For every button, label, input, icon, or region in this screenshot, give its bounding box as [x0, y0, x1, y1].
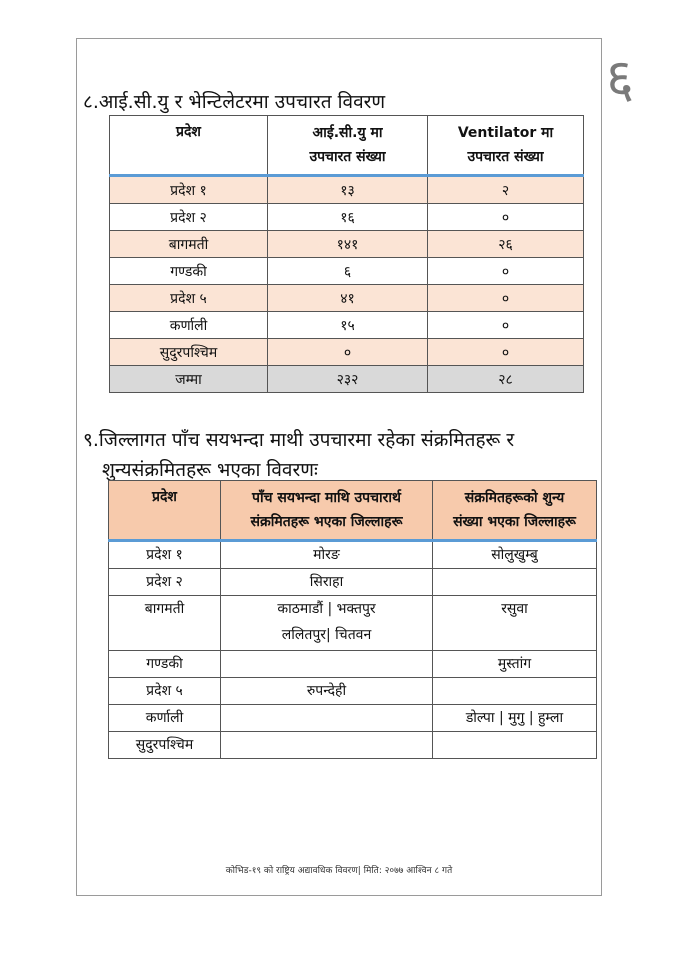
- above-500-cell: सिराहा: [221, 569, 433, 596]
- table-row: [110, 339, 584, 366]
- icu-ventilator-table: [109, 115, 584, 393]
- table-row: [110, 312, 584, 339]
- header-above-500: पाँच सयभन्दा माथि उपचारार्थ संक्रमितहरू भएका जिल्लाहरू: [221, 481, 433, 541]
- ventilator-cell: ०: [428, 258, 584, 285]
- table-row: [109, 678, 597, 705]
- section8-title: ८.आई.सी.यु र भेन्टिलेटरमा उपचारत विवरण: [83, 91, 386, 113]
- ventilator-cell: २६: [428, 231, 584, 258]
- above-500-cell: [221, 732, 433, 759]
- header-zero-cases: संक्रमितहरूको शुन्य संख्या भएका जिल्लाहरू: [433, 481, 597, 541]
- zero-cases-cell: [433, 569, 597, 596]
- province-cell: प्रदेश ५: [110, 285, 268, 312]
- province-cell: गण्डकी: [110, 258, 268, 285]
- ventilator-cell: ०: [428, 312, 584, 339]
- zero-cases-cell: डोल्पा | मुगु | हुम्ला: [433, 705, 597, 732]
- icu-cell: १४१: [268, 231, 428, 258]
- zero-cases-cell: [433, 678, 597, 705]
- header-icu: आई.सी.यु मा उपचारत संख्या: [268, 116, 428, 176]
- section9-title-line1: ९.जिल्लागत पाँच सयभन्दा माथी उपचारमा रहेका संक्रमितहरू र: [83, 429, 515, 451]
- province-cell: कर्णाली: [109, 705, 221, 732]
- zero-cases-cell: रसुवा: [433, 596, 597, 651]
- above-500-cell: काठमाडौं | भक्तपुर ललितपुर| चितवन: [221, 596, 433, 651]
- table-row: [109, 651, 597, 678]
- ventilator-cell: ०: [428, 285, 584, 312]
- table-row: [109, 569, 597, 596]
- icu-cell: १६: [268, 204, 428, 231]
- province-cell: सुदुरपश्चिम: [110, 339, 268, 366]
- header-province: प्रदेश: [110, 116, 268, 176]
- province-cell: बागमती: [109, 596, 221, 651]
- above-500-cell: [221, 705, 433, 732]
- table-row: [109, 596, 597, 651]
- zero-cases-cell: [433, 732, 597, 759]
- total-ventilator: २८: [428, 366, 584, 393]
- province-cell: प्रदेश १: [109, 541, 221, 569]
- table-header-row: [110, 116, 584, 176]
- icu-cell: ०: [268, 339, 428, 366]
- table-row: [110, 176, 584, 204]
- province-cell: प्रदेश १: [110, 176, 268, 204]
- page-number: ६: [606, 47, 635, 110]
- zero-cases-cell: मुस्तांग: [433, 651, 597, 678]
- province-cell: कर्णाली: [110, 312, 268, 339]
- icu-cell: ४१: [268, 285, 428, 312]
- ventilator-cell: ०: [428, 339, 584, 366]
- table-row: [109, 705, 597, 732]
- province-cell: प्रदेश २: [110, 204, 268, 231]
- icu-cell: ६: [268, 258, 428, 285]
- province-cell: प्रदेश ५: [109, 678, 221, 705]
- province-cell: बागमती: [110, 231, 268, 258]
- province-cell: प्रदेश २: [109, 569, 221, 596]
- table-row: [109, 732, 597, 759]
- header-ventilator: Ventilator मा उपचारत संख्या: [428, 116, 584, 176]
- ventilator-cell: २: [428, 176, 584, 204]
- province-cell: गण्डकी: [109, 651, 221, 678]
- total-row: [110, 366, 584, 393]
- icu-cell: १५: [268, 312, 428, 339]
- total-label: जम्मा: [110, 366, 268, 393]
- table-header-row: [109, 481, 597, 541]
- header-province: प्रदेश: [109, 481, 221, 541]
- district-table: [108, 480, 597, 759]
- icu-cell: १३: [268, 176, 428, 204]
- province-cell: सुदुरपश्चिम: [109, 732, 221, 759]
- ventilator-cell: ०: [428, 204, 584, 231]
- above-500-cell: [221, 651, 433, 678]
- above-500-cell: मोरङ: [221, 541, 433, 569]
- table-row: [109, 541, 597, 569]
- table-row: [110, 231, 584, 258]
- section9-title-line2: शुन्यसंक्रमितहरू भएका विवरणः: [102, 459, 318, 481]
- table-row: [110, 258, 584, 285]
- table-row: [110, 204, 584, 231]
- page-footer: कोभिड-१९ को राष्ट्रिय अद्यावधिक विवरण| मिति: २०७७ आश्विन ८ गते: [225, 866, 453, 876]
- table-row: [110, 285, 584, 312]
- zero-cases-cell: सोलुखुम्बु: [433, 541, 597, 569]
- total-icu: २३२: [268, 366, 428, 393]
- above-500-cell: रुपन्देही: [221, 678, 433, 705]
